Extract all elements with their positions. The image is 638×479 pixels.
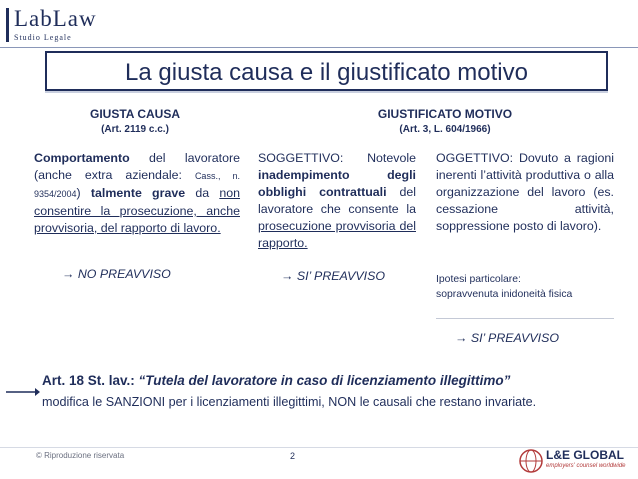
art18-description: modifica le SANZIONI per i licenziamenti illegittimi, NON le causali che restano invariate. bbox=[42, 395, 537, 409]
comportamento-bold: Comportamento bbox=[34, 151, 130, 165]
copyright-text: © Riproduzione riservata bbox=[36, 451, 125, 460]
non-consentire-underlined: non consentire la prosecuzione, anche provvisoria, del rapporto di lavoro. bbox=[34, 186, 241, 235]
text-span: ) bbox=[76, 186, 91, 200]
cassazione-citation: Cass., n. 9354/2004 bbox=[34, 171, 241, 199]
art18-quote: “Tutela del lavoratore in caso di licenziamento illegittimo” bbox=[138, 373, 511, 388]
note-line-2: sopravvenuta inidoneità fisica bbox=[436, 289, 573, 300]
ipotesi-particolare-note bbox=[436, 272, 614, 319]
title-underline bbox=[45, 91, 608, 93]
giustificato-motivo-header: GIUSTIFICATO MOTIVO bbox=[377, 107, 513, 121]
oggettivo-text: OGGETTIVO: Dovuto a ragioni inerenti l’attività produttiva o alla organizzazione del lavoro (es. cessazione attività, soppressione posto di lavoro). bbox=[436, 151, 614, 233]
giusta-causa-subheader: (Art. 2119 c.c.) bbox=[101, 124, 169, 135]
page-title: La giusta causa e il giustificato motivo bbox=[125, 59, 528, 86]
le-global-logo bbox=[518, 446, 630, 476]
logo-name: LabLaw bbox=[14, 6, 97, 31]
art18-label: Art. 18 St. lav.: bbox=[42, 373, 139, 388]
text-span: SOGGETTIVO: Notevole bbox=[258, 151, 416, 165]
logo-bar bbox=[6, 8, 9, 42]
giustificato-motivo-subheader: (Art. 3, L. 604/1966) bbox=[399, 124, 491, 135]
globe-icon bbox=[518, 448, 544, 474]
arrow-right-icon bbox=[5, 385, 41, 399]
text-span: del lavoratore che consente la bbox=[258, 185, 416, 216]
si-preavviso-soggettivo: → SI’ PREAVVISO bbox=[281, 269, 385, 283]
talmente-grave-bold: talmente grave bbox=[90, 186, 186, 200]
text-span: da bbox=[185, 186, 220, 200]
inadempimento-bold: inadempimento degli obblighi contrattuali bbox=[258, 168, 416, 199]
text-span: del lavoratore (anche extra aziendale: bbox=[34, 151, 240, 182]
art18-line bbox=[42, 373, 510, 388]
logo-subtitle: Studio Legale bbox=[14, 33, 72, 42]
header-divider bbox=[0, 47, 638, 48]
si-preavviso-oggettivo: → SI’ PREAVVISO bbox=[455, 331, 559, 345]
note-line-1: Ipotesi particolare: bbox=[436, 274, 521, 285]
lablaw-logo bbox=[6, 8, 116, 42]
no-preavviso-label: → NO PREAVVISO bbox=[62, 267, 171, 281]
le-global-tagline: employers' counsel worldwide bbox=[546, 463, 626, 469]
soggettivo-text bbox=[258, 150, 416, 252]
giusta-causa-header: GIUSTA CAUSA bbox=[90, 107, 180, 121]
giusta-causa-text bbox=[34, 150, 240, 237]
prosecuzione-underlined: prosecuzione provvisoria del rapporto. bbox=[258, 219, 416, 250]
le-global-name: L&E GLOBAL bbox=[546, 448, 624, 462]
page-number: 2 bbox=[290, 451, 296, 461]
title-box bbox=[45, 51, 608, 91]
